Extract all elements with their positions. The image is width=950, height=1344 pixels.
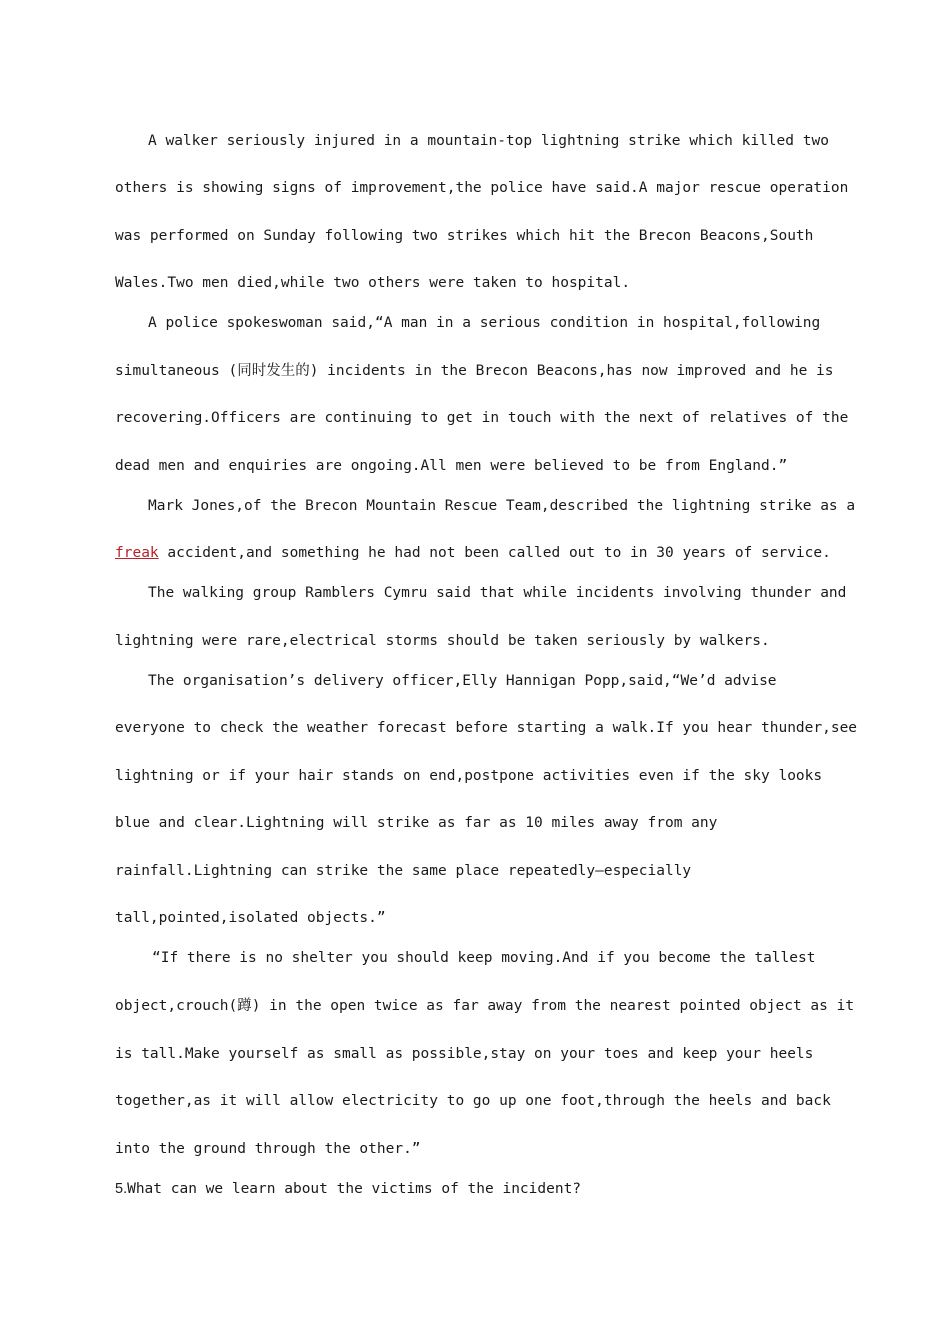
- paragraph-line: Wales.Two men died,while two others were taken to hospital.: [115, 275, 631, 291]
- paragraph-line: object,crouch(蹲) in the open twice as far away from the nearest pointed object as it: [115, 998, 855, 1014]
- paragraph-line-rest: accident,and something he had not been called out to in 30 years of service.: [158, 545, 831, 561]
- paragraph-line: A walker seriously injured in a mountain-top lightning strike which killed two: [148, 133, 829, 149]
- paragraph-line: “If there is no shelter you should keep moving.And if you become the tallest: [152, 950, 816, 966]
- question: [115, 1179, 581, 1199]
- paragraph-line: Mark Jones,of the Brecon Mountain Rescue Team,described the lightning strike as a: [148, 498, 856, 514]
- paragraph-line: blue and clear.Lightning will strike as far as 10 miles away from any: [115, 815, 718, 831]
- paragraph-line: [115, 543, 831, 563]
- question-number: 5.: [115, 1181, 128, 1197]
- paragraph-line: simultaneous (同时发生的) incidents in the Brecon Beacons,has now improved and he is: [115, 363, 834, 379]
- paragraph-line: recovering.Officers are continuing to get in touch with the next of relatives of the: [115, 410, 849, 426]
- paragraph-line: was performed on Sunday following two strikes which hit the Brecon Beacons,South: [115, 228, 814, 244]
- paragraph-line: together,as it will allow electricity to go up one foot,through the heels and back: [115, 1093, 831, 1109]
- paragraph-line: dead men and enquiries are ongoing.All men were believed to be from England.”: [115, 458, 788, 474]
- paragraph-line: lightning or if your hair stands on end,postpone activities even if the sky looks: [115, 768, 823, 784]
- paragraph-line: tall,pointed,isolated objects.”: [115, 910, 386, 926]
- paragraph-line: lightning were rare,electrical storms should be taken seriously by walkers.: [115, 633, 770, 649]
- paragraph-line: The walking group Ramblers Cymru said that while incidents involving thunder and: [148, 585, 847, 601]
- paragraph-line: into the ground through the other.”: [115, 1141, 421, 1157]
- paragraph-line: is tall.Make yourself as small as possible,stay on your toes and keep your heels: [115, 1046, 814, 1062]
- paragraph-line: rainfall.Lightning can strike the same place repeatedly—especially: [115, 863, 692, 879]
- highlighted-word: freak: [115, 545, 159, 561]
- paragraph-line: everyone to check the weather forecast before starting a walk.If you hear thunder,see: [115, 720, 858, 736]
- paragraph-line: others is showing signs of improvement,the police have said.A major rescue operation: [115, 180, 849, 196]
- paragraph-line: A police spokeswoman said,“A man in a serious condition in hospital,following: [148, 315, 821, 331]
- question-text: What can we learn about the victims of the incident?: [127, 1181, 582, 1197]
- paragraph-line: The organisation’s delivery officer,Elly Hannigan Popp,said,“We’d advise: [148, 673, 777, 689]
